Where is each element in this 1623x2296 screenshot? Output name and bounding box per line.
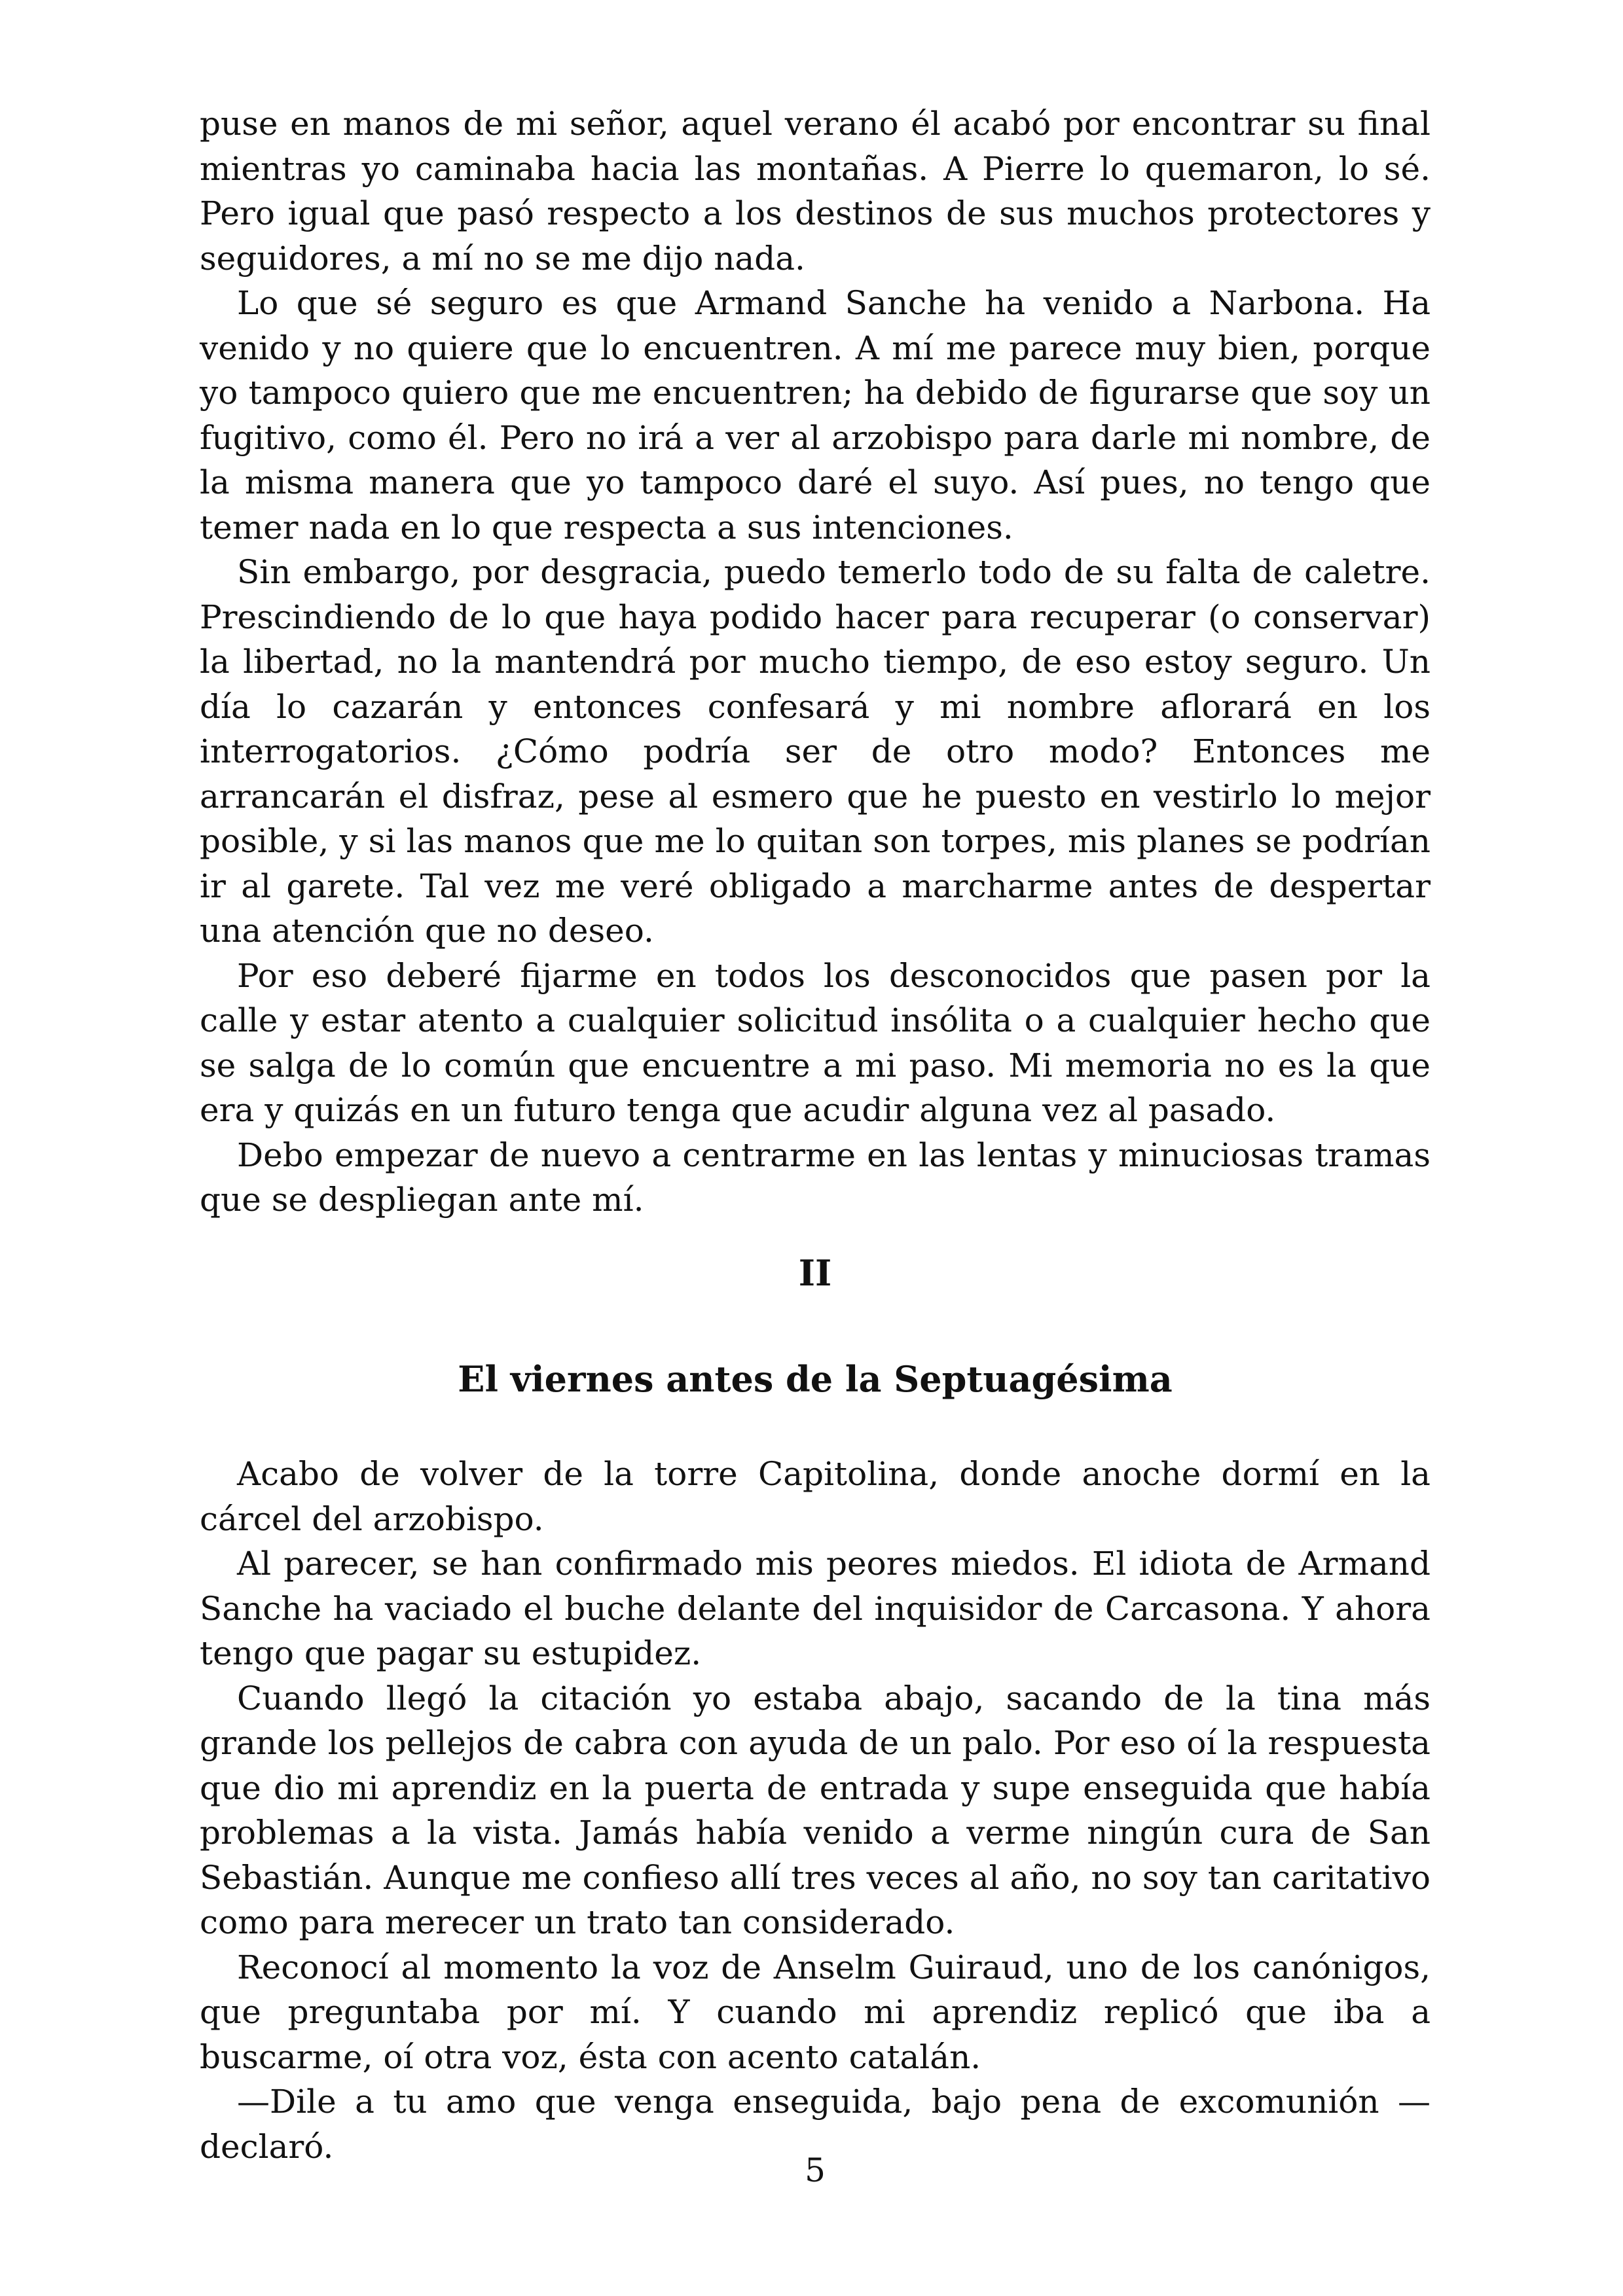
- paragraph: Por eso deberé fijarme en todos los desconocidos que pasen por la calle y estar atento a cualquier solicitud insólita o a cualquier hecho que se salga de lo común que encuentre a mi paso. Mi memoria no es la que era y quizás en un futuro tenga que acudir alguna vez al pasado.: [200, 956, 1431, 1129]
- chapter-number: II: [798, 1252, 832, 1294]
- dialogue-paragraph: —Dile a tu amo que venga enseguida, bajo pena de excomunión —declaró.: [200, 2083, 1431, 2166]
- paragraph: puse en manos de mi señor, aquel verano él acabó por encontrar su final mientras yo caminaba hacia las montañas. A Pierre lo quemaron, lo sé. Pero igual que pasó respecto a los destinos de sus muchos protectores y seguidores, a mí no se me dijo nada.: [200, 105, 1431, 278]
- text-block-after-chapter: [200, 1452, 1431, 2169]
- paragraph: Debo empezar de nuevo a centrarme en las lentas y minuciosas tramas que se despliegan ante mí.: [200, 1136, 1431, 1219]
- paragraph: Lo que sé seguro es que Armand Sanche ha venido a Narbona. Ha venido y no quiere que lo encuentren. A mí me parece muy bien, porque yo tampoco quiero que me encuentren; ha debido de figurarse que soy un fugitivo, como él. Pero no irá a ver al arzobispo para darle mi nombre, de la misma manera que yo tampoco daré el suyo. Así pues, no tengo que temer nada en lo que respecta a sus intenciones.: [200, 284, 1431, 547]
- paragraph: Sin embargo, por desgracia, puedo temerlo todo de su falta de caletre. Prescindiendo de lo que haya podido hacer para recuperar (o conservar) la libertad, no la mantendrá por mucho tiempo, de eso estoy seguro. Un día lo cazarán y entonces confesará y mi nombre aflorará en los interrogatorios. ¿Cómo podría ser de otro modo? Entonces me arrancarán el disfraz, pese al esmero que he puesto en vestirlo lo mejor posible, y si las manos que me lo quitan son torpes, mis planes se podrían ir al garete. Tal vez me veré obligado a marcharme antes de despertar una atención que no deseo.: [200, 553, 1431, 950]
- page-number: 5: [805, 2151, 826, 2189]
- paragraph: Al parecer, se han confirmado mis peores miedos. El idiota de Armand Sanche ha vaciado el buche delante del inquisidor de Carcasona. Y ahora tengo que pagar su estupidez.: [200, 1545, 1431, 1672]
- paragraph: Cuando llegó la citación yo estaba abajo, sacando de la tina más grande los pellejos de cabra con ayuda de un palo. Por eso oí la respuesta que dio mi aprendiz en la puerta de entrada y supe enseguida que había problemas a la vista. Jamás había venido a verme ningún cura de San Sebastián. Aunque me confieso allí tres veces al año, no soy tan caritativo como para merecer un trato tan considerado.: [200, 1679, 1431, 1941]
- paragraph: Reconocí al momento la voz de Anselm Guiraud, uno de los canónigos, que preguntaba por mí. Y cuando mi aprendiz replicó que iba a buscarme, oí otra voz, ésta con acento catalán.: [200, 1948, 1431, 2076]
- text-block-before-chapter: [200, 101, 1431, 1223]
- chapter-title: El viernes antes de la Septuagésima: [458, 1358, 1173, 1400]
- paragraph: Acabo de volver de la torre Capitolina, donde anoche dormí en la cárcel del arzobispo.: [200, 1455, 1431, 1538]
